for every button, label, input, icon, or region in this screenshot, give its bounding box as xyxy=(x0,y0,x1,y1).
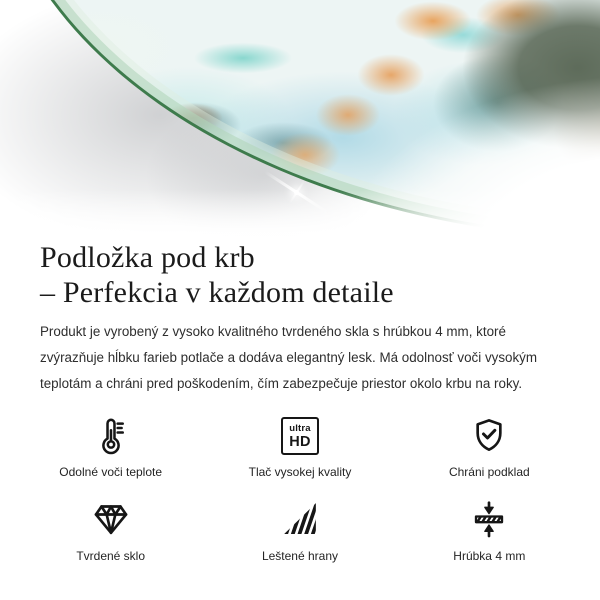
feature-heat-resistant xyxy=(16,413,205,479)
feature-thickness xyxy=(395,497,584,563)
hero-product-image xyxy=(0,0,600,237)
page-title xyxy=(40,240,560,310)
product-description: Produkt je vyrobený z vysoko kvalitného tvrdeného skla s hrúbkou 4 mm, ktoré zvýrazňuje hĺbku farieb potlače a dodáva elegantný lesk. Má odolnosť voči vysokým teplotám a chráni pred poškodením, čím zabezpečuje priestor okolo krbu na roky. xyxy=(40,324,538,391)
ultra-hd-badge-top: ultra xyxy=(289,423,311,434)
feature-print-quality xyxy=(205,413,394,479)
thermometer-icon xyxy=(92,415,130,455)
feature-label: Leštené hrany xyxy=(261,549,339,563)
features-grid xyxy=(0,413,600,563)
polished-edges-icon xyxy=(280,499,320,539)
feature-label: Odolné voči teplote xyxy=(59,465,163,479)
ultra-hd-badge-bottom: HD xyxy=(289,433,311,450)
ultra-hd-icon xyxy=(281,417,319,455)
thickness-icon xyxy=(469,499,509,539)
shield-check-icon xyxy=(469,415,509,455)
feature-label: Chráni podklad xyxy=(448,465,530,479)
title-line-2: – Perfekcia v každom detaile xyxy=(40,276,394,309)
diamond-icon xyxy=(90,499,132,539)
feature-label: Tlač vysokej kvality xyxy=(248,465,352,479)
feature-protects-surface xyxy=(395,413,584,479)
feature-label: Tvrdené sklo xyxy=(76,549,146,563)
feature-tempered-glass xyxy=(16,497,205,563)
title-line-1: Podložka pod krb xyxy=(40,241,255,274)
feature-label: Hrúbka 4 mm xyxy=(453,549,526,563)
feature-polished-edges xyxy=(205,497,394,563)
